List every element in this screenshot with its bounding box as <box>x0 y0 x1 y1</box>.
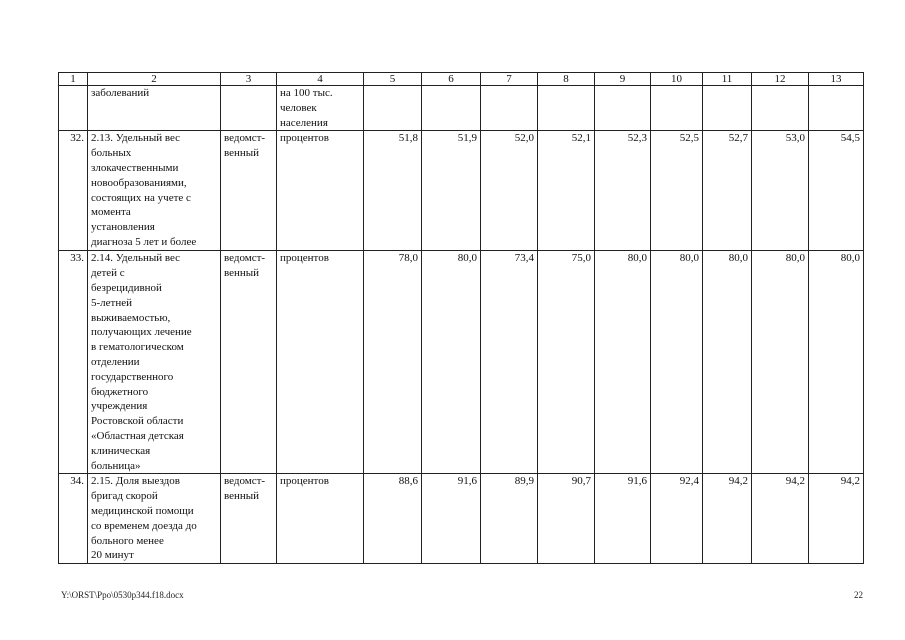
column-header: 4 <box>277 73 364 86</box>
value-cell: 80,0 <box>595 251 651 474</box>
table-row-continuation <box>59 86 864 131</box>
row-number-cell: 34. <box>59 474 88 564</box>
value-cell <box>651 86 703 131</box>
page-number: 22 <box>854 590 863 600</box>
column-header: 10 <box>651 73 703 86</box>
value-cell <box>703 86 752 131</box>
value-cell <box>809 86 864 131</box>
indicator-type-cell <box>221 86 277 131</box>
unit-cell: процентов <box>277 251 364 474</box>
value-cell: 80,0 <box>651 251 703 474</box>
value-cell: 75,0 <box>538 251 595 474</box>
table-row <box>59 131 864 251</box>
value-cell <box>595 86 651 131</box>
value-cell: 54,5 <box>809 131 864 251</box>
value-cell: 80,0 <box>703 251 752 474</box>
value-cell: 80,0 <box>809 251 864 474</box>
value-cell <box>364 86 422 131</box>
column-header: 12 <box>752 73 809 86</box>
value-cell: 53,0 <box>752 131 809 251</box>
value-cell: 91,6 <box>422 474 481 564</box>
table-row <box>59 474 864 564</box>
value-cell: 80,0 <box>752 251 809 474</box>
row-number-cell: 33. <box>59 251 88 474</box>
column-header: 2 <box>88 73 221 86</box>
column-header: 13 <box>809 73 864 86</box>
value-cell: 73,4 <box>481 251 538 474</box>
indicator-name-cell: 2.15. Доля выездов бригад скорой медицинской помощи со временем доезда до больного менее 20 минут <box>88 474 221 564</box>
column-header: 11 <box>703 73 752 86</box>
value-cell: 88,6 <box>364 474 422 564</box>
value-cell <box>538 86 595 131</box>
file-path-footer: Y:\ORST\Ppo\0530p344.f18.docx <box>61 590 184 600</box>
value-cell <box>422 86 481 131</box>
indicator-type-cell: ведомст- венный <box>221 251 277 474</box>
row-number-cell: 32. <box>59 131 88 251</box>
indicator-name-cell: 2.13. Удельный вес больных злокачественными новообразованиями, состоящих на учете с момента установления диагноза 5 лет и более <box>88 131 221 251</box>
value-cell: 94,2 <box>752 474 809 564</box>
column-header: 8 <box>538 73 595 86</box>
value-cell: 92,4 <box>651 474 703 564</box>
indicator-type-cell: ведомст- венный <box>221 474 277 564</box>
value-cell: 91,6 <box>595 474 651 564</box>
row-number-cell <box>59 86 88 131</box>
indicator-type-cell: ведомст- венный <box>221 131 277 251</box>
value-cell: 89,9 <box>481 474 538 564</box>
header-row <box>59 73 864 86</box>
value-cell: 94,2 <box>809 474 864 564</box>
column-header: 6 <box>422 73 481 86</box>
data-table <box>58 72 864 564</box>
column-header: 3 <box>221 73 277 86</box>
value-cell: 51,8 <box>364 131 422 251</box>
value-cell: 80,0 <box>422 251 481 474</box>
value-cell: 52,5 <box>651 131 703 251</box>
unit-cell: на 100 тыс. человек населения <box>277 86 364 131</box>
value-cell: 52,3 <box>595 131 651 251</box>
column-header: 5 <box>364 73 422 86</box>
column-header: 9 <box>595 73 651 86</box>
column-header: 7 <box>481 73 538 86</box>
unit-cell: процентов <box>277 474 364 564</box>
value-cell: 52,1 <box>538 131 595 251</box>
value-cell <box>481 86 538 131</box>
unit-cell: процентов <box>277 131 364 251</box>
table-row <box>59 251 864 474</box>
value-cell: 52,7 <box>703 131 752 251</box>
value-cell: 78,0 <box>364 251 422 474</box>
column-header: 1 <box>59 73 88 86</box>
value-cell: 94,2 <box>703 474 752 564</box>
value-cell: 52,0 <box>481 131 538 251</box>
value-cell <box>752 86 809 131</box>
indicator-name-cell: 2.14. Удельный вес детей с безрецидивной 5-летней выживаемостью, получающих лечение в гематологическом отделении государственного бюджетного учреждения Ростовской области «Областная детская клиническая больница» <box>88 251 221 474</box>
value-cell: 90,7 <box>538 474 595 564</box>
indicator-name-cell: заболеваний <box>88 86 221 131</box>
value-cell: 51,9 <box>422 131 481 251</box>
